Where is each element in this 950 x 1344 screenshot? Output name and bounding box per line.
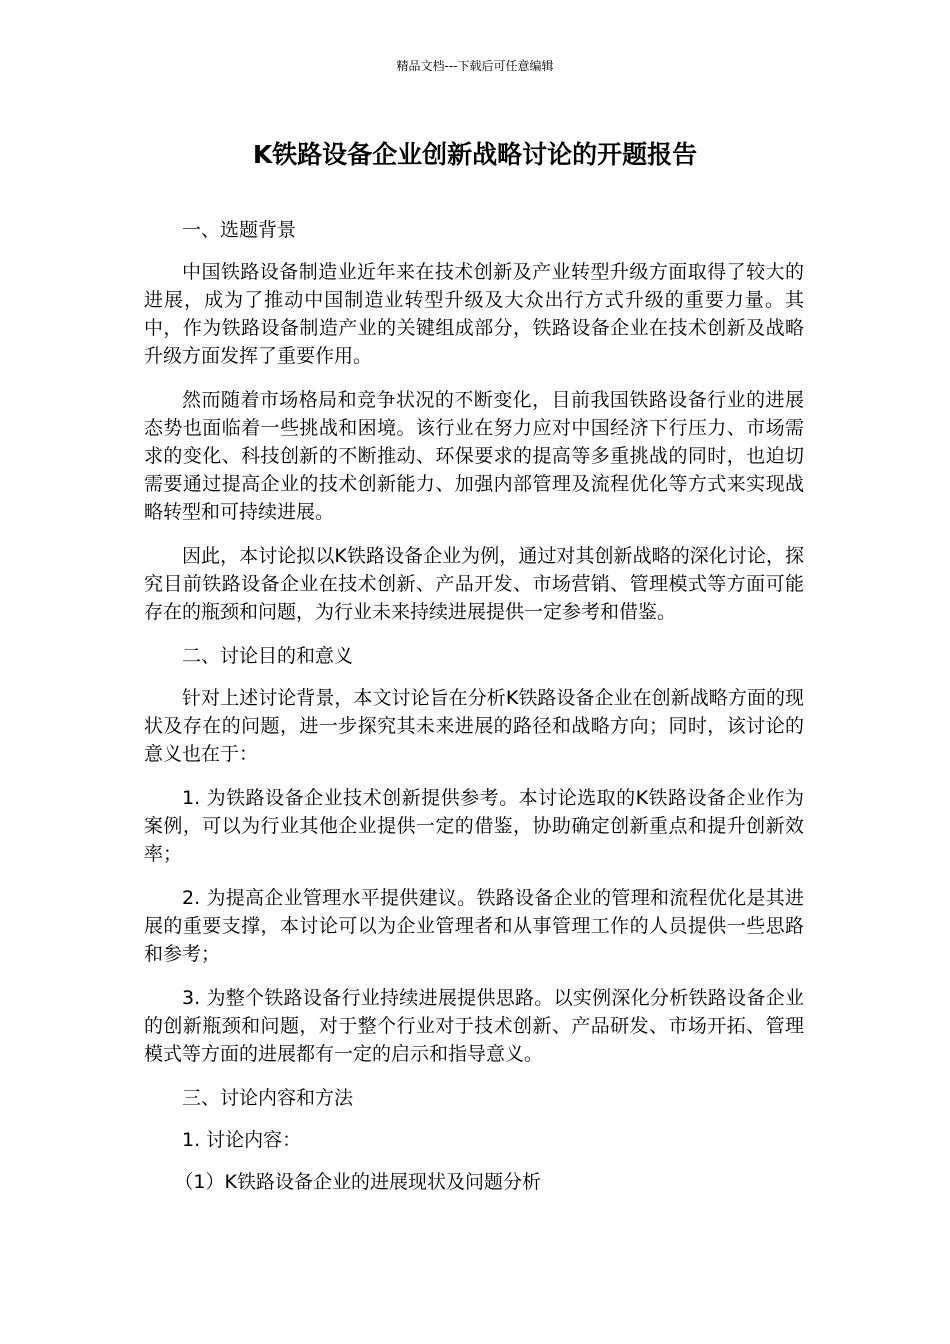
subsection-heading: 1. 讨论内容： bbox=[182, 1129, 302, 1151]
paragraph: 针对上述讨论背景，本文讨论旨在分析K铁路设备企业在创新战略方面的现状及存在的问题，进一步探究其未来进展的路径和战略方向；同时，该讨论的意义也在于： bbox=[144, 687, 804, 765]
header-note: 精品文档---下载后可任意编辑 bbox=[396, 59, 554, 73]
document-body bbox=[144, 216, 804, 1212]
list-item: 2. 为提高企业管理水平提供建议。铁路设备企业的管理和流程优化是其进展的重要支撑，本讨论可以为企业管理者和从事管理工作的人员提供一些思路和参考； bbox=[144, 887, 804, 965]
section-heading-background: 一、选题背景 bbox=[182, 219, 297, 241]
paragraph: 然而随着市场格局和竞争状况的不断变化，目前我国铁路设备行业的进展态势也面临着一些挑战和困境。该行业在努力应对中国经济下行压力、市场需求的变化、科技创新的不断推动、环保要求的提高等多重挑战的同时，也迫切需要通过提高企业的技术创新能力、加强内部管理及流程优化等方式来实现战略转型和可持续进展。 bbox=[144, 389, 804, 523]
paragraph: 中国铁路设备制造业近年来在技术创新及产业转型升级方面取得了较大的进展，成为了推动中国制造业转型升级及大众出行方式升级的重要力量。其中，作为铁路设备制造产业的关键组成部分，铁路设备企业在技术创新及战略升级方面发挥了重要作用。 bbox=[144, 261, 804, 367]
section-heading-purpose: 二、讨论目的和意义 bbox=[182, 645, 354, 667]
section-heading-content-method: 三、讨论内容和方法 bbox=[182, 1087, 354, 1109]
list-item: 1. 为铁路设备企业技术创新提供参考。本讨论选取的K铁路设备企业作为案例，可以为行业其他企业提供一定的借鉴，协助确定创新重点和提升创新效率； bbox=[144, 787, 804, 865]
document-title: K铁路设备企业创新战略讨论的开题报告 bbox=[252, 140, 698, 169]
paragraph: 因此，本讨论拟以K铁路设备企业为例，通过对其创新战略的深化讨论，探究目前铁路设备企业在技术创新、产品开发、市场营销、管理模式等方面可能存在的瓶颈和问题，为行业未来持续进展提供一定参考和借鉴。 bbox=[144, 545, 804, 623]
subsection-item: （1）K铁路设备企业的进展现状及问题分析 bbox=[174, 1171, 541, 1193]
list-item: 3. 为整个铁路设备行业持续进展提供思路。以实例深化分析铁路设备企业的创新瓶颈和问题，对于整个行业对于技术创新、产品研发、市场开拓、管理模式等方面的进展都有一定的启示和指导意义。 bbox=[144, 987, 804, 1065]
